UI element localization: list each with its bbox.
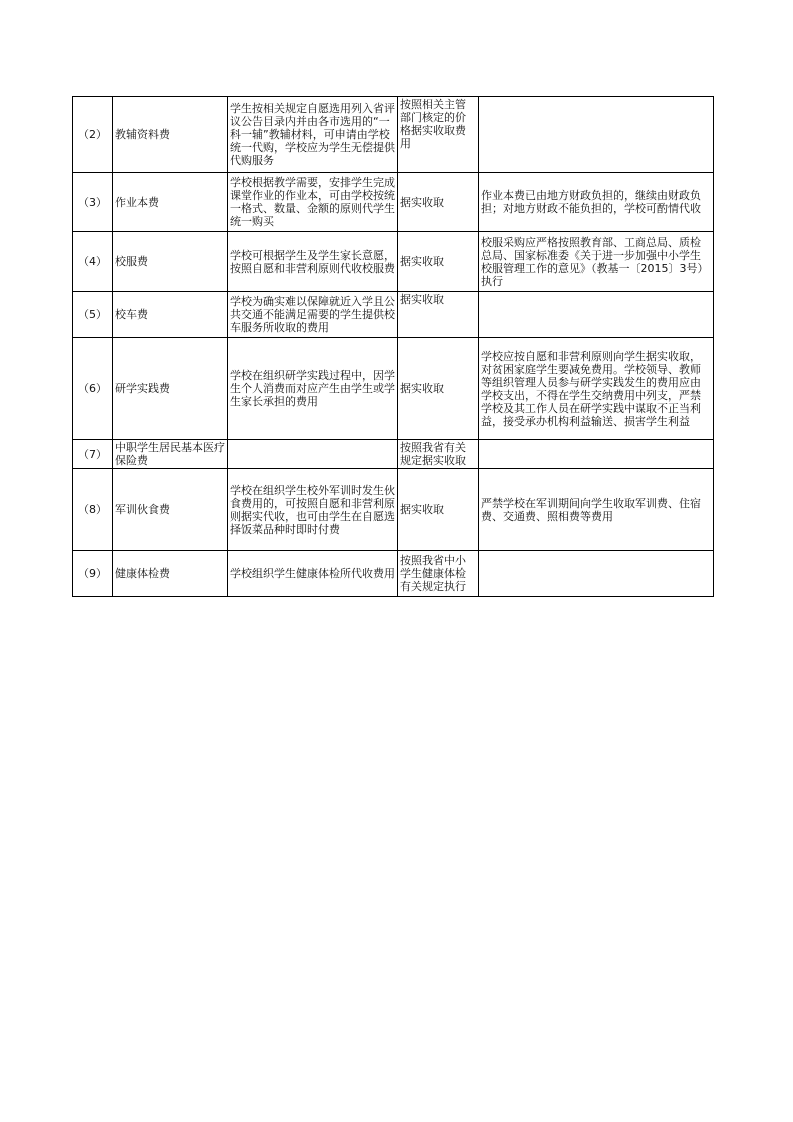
fee-name: 研学实践费: [113, 338, 228, 440]
fee-method: 按照我省有关规定据实收取: [398, 440, 479, 469]
fee-note: 校服采购应严格按照教育部、工商总局、质检总局、国家标准委《关于进一步加强中小学生校服管理工作的意见》（教基一〔2015〕3号）执行: [479, 232, 714, 292]
fee-name: 作业本费: [113, 173, 228, 232]
fee-method: 据实收取: [398, 338, 479, 440]
fee-basis: 学校在组织学生校外军训时发生伙食费用的，可按照自愿和非营利原则据实代收，也可由学生在自愿选择饭菜品种时即时付费: [228, 469, 398, 551]
table-row: [73, 292, 714, 338]
row-number: （8）: [73, 469, 113, 551]
row-number: （7）: [73, 440, 113, 469]
fee-name: 健康体检费: [113, 551, 228, 597]
fee-name: 校车费: [113, 292, 228, 338]
fee-table: [72, 96, 714, 597]
fee-method: 据实收取: [398, 173, 479, 232]
fee-note: [479, 292, 714, 338]
row-number: （4）: [73, 232, 113, 292]
row-number: （2）: [73, 97, 113, 173]
fee-basis: 学生按相关规定自愿选用列入省评议公告目录内并由各市选用的“一科一辅”教辅材料，可申请由学校统一代购，学校应为学生无偿提供代购服务: [228, 97, 398, 173]
fee-note: 作业本费已由地方财政负担的，继续由财政负担；对地方财政不能负担的，学校可酌情代收: [479, 173, 714, 232]
fee-method: 据实收取: [398, 232, 479, 292]
fee-method: 按照我省中小学生健康体检有关规定执行: [398, 551, 479, 597]
fee-method: 据实收取: [398, 469, 479, 551]
fee-name: 教辅资料费: [113, 97, 228, 173]
fee-basis: [228, 440, 398, 469]
fee-note: [479, 551, 714, 597]
fee-note: [479, 97, 714, 173]
table-row: [73, 232, 714, 292]
fee-basis: 学校组织学生健康体检所代收费用: [228, 551, 398, 597]
fee-name: 军训伙食费: [113, 469, 228, 551]
table-row: [73, 338, 714, 440]
table-row: [73, 551, 714, 597]
fee-note: 严禁学校在军训期间向学生收取军训费、住宿费、交通费、照相费等费用: [479, 469, 714, 551]
fee-method: 按照相关主管部门核定的价格据实收取费用: [398, 97, 479, 173]
table-row: [73, 173, 714, 232]
fee-method: 据实收取: [398, 292, 479, 338]
fee-note: [479, 440, 714, 469]
table-row: [73, 97, 714, 173]
row-number: （5）: [73, 292, 113, 338]
fee-note: 学校应按自愿和非营利原则向学生据实收取，对贫困家庭学生要减免费用。学校领导、教师等组织管理人员参与研学实践发生的费用应由学校支出，不得在学生交纳费用中列支，严禁学校及其工作人员在研学实践中谋取不正当利益，接受承办机构利益输送、损害学生利益: [479, 338, 714, 440]
fee-basis: 学校根据教学需要，安排学生完成课堂作业的作业本，可由学校按统一格式、数量、金额的原则代学生统一购买: [228, 173, 398, 232]
fee-basis: 学校在组织研学实践过程中，因学生个人消费而对应产生由学生或学生家长承担的费用: [228, 338, 398, 440]
fee-name: 校服费: [113, 232, 228, 292]
table-row: [73, 469, 714, 551]
fee-basis: 学校可根据学生及学生家长意愿，按照自愿和非营利原则代收校服费: [228, 232, 398, 292]
table-row: [73, 440, 714, 469]
row-number: （6）: [73, 338, 113, 440]
fee-name: 中职学生居民基本医疗保险费: [113, 440, 228, 469]
fee-basis: 学校为确实难以保障就近入学且公共交通不能满足需要的学生提供校车服务所收取的费用: [228, 292, 398, 338]
row-number: （3）: [73, 173, 113, 232]
row-number: （9）: [73, 551, 113, 597]
